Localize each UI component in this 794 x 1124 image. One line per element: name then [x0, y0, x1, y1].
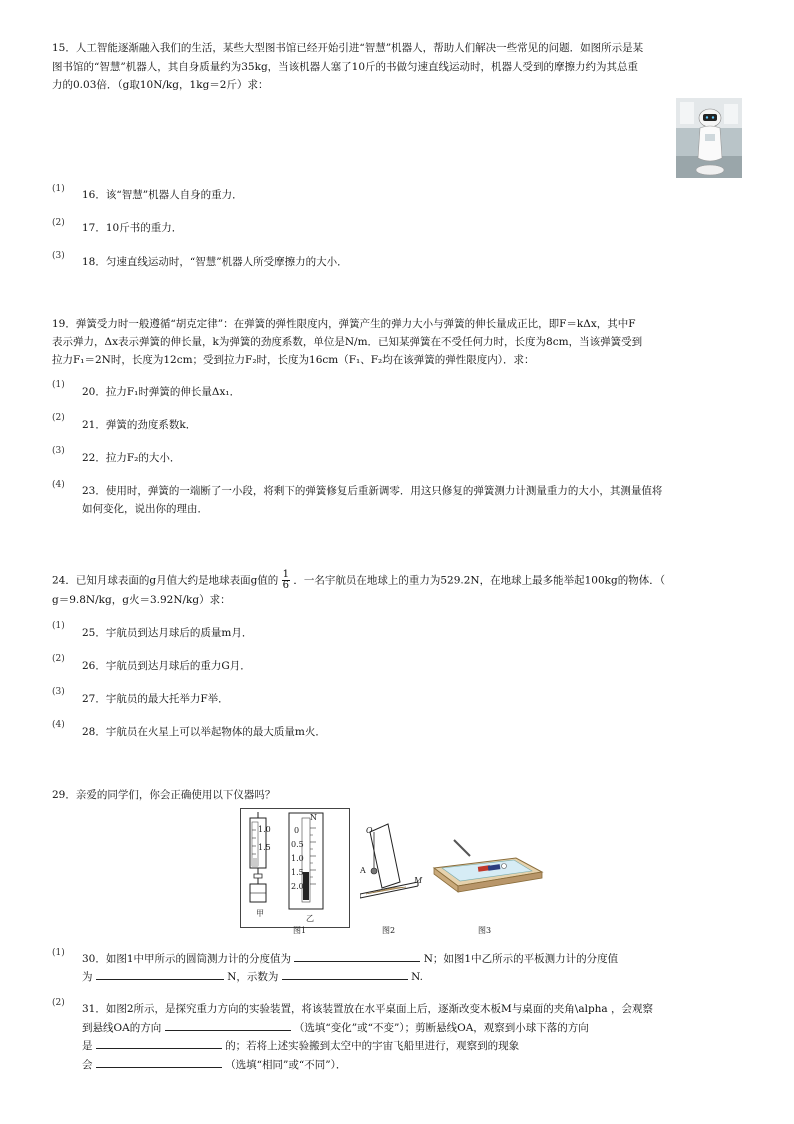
- answer-blank-6[interactable]: [96, 1057, 222, 1068]
- q24-sub4-number: (4): [52, 720, 65, 730]
- q29-sub2-text-g: （选填“相同”或“不同”）．: [225, 1059, 347, 1071]
- q29-sub1-text-e: N.: [411, 971, 423, 983]
- q19-sub3-text: 22．拉力F₂的大小．: [82, 452, 181, 464]
- q15-sub1-number: (1): [52, 184, 65, 194]
- q29-sub1-line1: [82, 951, 618, 966]
- q29-sub1-line2: [82, 969, 423, 984]
- answer-blank-2[interactable]: [96, 969, 224, 980]
- q29-sub2-text-b: 到悬线OA的方向: [82, 1022, 162, 1034]
- figure1-frame: [240, 808, 350, 928]
- q24-sub3-number: (3): [52, 687, 65, 697]
- answer-blank-4[interactable]: [165, 1020, 291, 1031]
- q19-sub3-number: (3): [52, 446, 65, 456]
- q19-sub1-text: 20．拉力F₁时弹簧的伸长量Δx₁．: [82, 386, 241, 398]
- q29-sub2-number: (2): [52, 998, 65, 1008]
- fraction-numerator: 1: [282, 569, 290, 580]
- q29-sub2-line2: [82, 1020, 589, 1035]
- q15-sub2-text: 17．10斤书的重力．: [82, 222, 183, 234]
- scale-b-label-20: 2.0: [291, 882, 304, 891]
- q29-sub1-text-a: 30．如图1中甲所示的圆筒测力计的分度值为: [82, 953, 292, 965]
- q29-sub1-text-c: 为: [82, 971, 93, 983]
- q15-sub2-number: (2): [52, 218, 65, 228]
- q24-line1-end: ．一名宇航员在地球上的重力为529.2N，在地球上最多能举起100kg的物体．（: [293, 574, 665, 587]
- water-tray-figure: [432, 838, 544, 898]
- q19-sub1-number: (1): [52, 380, 65, 390]
- point-a-label: A: [360, 866, 366, 875]
- q29-sub2-line4: [82, 1057, 346, 1072]
- figure3-caption: 图3: [478, 926, 492, 935]
- q24-sub4-text: 28．宇航员在火星上可以举起物体的最大质量m火．: [82, 726, 326, 738]
- q19-sub4-text: 23．使用时，弹簧的一端断了一小段，将剩下的弹簧修复后重新调零．用这只修复的弹簧测力计测量重力的大小，其测量值将: [82, 485, 663, 497]
- q19-sub4-text-line2: 如何变化，说出你的理由．: [82, 503, 208, 515]
- q15-line2: 图书馆的“智慧”机器人，其自身质量约为35kg，当该机器人塞了10斤的书做匀速直线运动时，机器人受到的摩擦力约为其总重: [52, 61, 639, 73]
- answer-blank-1[interactable]: [294, 951, 420, 962]
- q15-sub3-text: 18．匀速直线运动时，“智慧”机器人所受摩擦力的大小．: [82, 256, 348, 268]
- q19-sub2-number: (2): [52, 413, 65, 423]
- board-m-label: M: [414, 876, 423, 885]
- q19-line1: 19．弹簧受力时一般遵循“胡克定律”：在弹簧的弹性限度内，弹簧产生的弹力大小与弹簧的伸长量成正比，即F＝kΔx，其中F: [52, 318, 636, 330]
- robot-photo: [676, 98, 742, 178]
- q24-line1: [52, 570, 746, 591]
- scale-b-label-05: 0.5: [291, 840, 304, 849]
- q29-line1: 29．亲爱的同学们，你会正确使用以下仪器吗？: [52, 789, 276, 801]
- fraction-denominator: 6: [282, 580, 290, 591]
- point-o-label: O: [366, 826, 373, 835]
- q19-sub4-number: (4): [52, 480, 65, 490]
- q29-sub2-text-f: 会: [82, 1059, 93, 1071]
- answer-blank-5[interactable]: [96, 1038, 222, 1049]
- q24-sub2-text: 26．宇航员到达月球后的重力G月．: [82, 660, 251, 672]
- q29-sub2-line1: 31．如图2所示，是探究重力方向的实验装置，将该装置放在水平桌面上后，逐渐改变木板M与桌面的夹角\alpha ，会观察: [82, 1003, 654, 1015]
- q24-fraction: [282, 570, 290, 591]
- figure-label-jia: 甲: [256, 909, 264, 918]
- q19-line2: 表示弹力，Δx表示弹簧的伸长量，k为弹簧的劲度系数，单位是N/m．已知某弹簧在不受任何力时，长度为8cm，当该弹簧受到: [52, 336, 643, 348]
- q29-sub2-text-e: 的；若将上述实验搬到太空中的宇宙飞船里进行，观察到的现象: [225, 1040, 520, 1052]
- q15-sub1-text: 16．该“智慧”机器人自身的重力．: [82, 189, 243, 201]
- scale-b-label-15: 1.5: [291, 868, 304, 877]
- q15-sub3-number: (3): [52, 251, 65, 261]
- scale-b-label-10: 1.0: [291, 854, 304, 863]
- scale-b-label-0: 0: [294, 826, 300, 835]
- q24-sub1-text: 25．宇航员到达月球后的质量m月．: [82, 627, 253, 639]
- q24-sub1-number: (1): [52, 621, 65, 631]
- answer-blank-3[interactable]: [282, 969, 408, 980]
- q24-line1-start: 24．已知月球表面的g月值大约是地球表面g值的: [52, 574, 279, 587]
- q29-sub1-text-d: N，示数为: [227, 971, 279, 983]
- figure2-caption: 图2: [382, 926, 396, 935]
- scale-b-unit: N: [310, 813, 317, 822]
- q24-line2: g＝9.8N/kg，g火＝3.92N/kg）求：: [52, 594, 231, 606]
- figure1-caption: 图1: [293, 926, 307, 935]
- q24-sub2-number: (2): [52, 654, 65, 664]
- q24-sub3-text: 27．宇航员的最大托举力F举．: [82, 693, 229, 705]
- scale-a-label-1: 1.0: [258, 825, 271, 834]
- figure-label-yi: 乙: [306, 914, 314, 923]
- q29-sub1-text-b: N；如图1中乙所示的平板测力计的分度值: [423, 953, 619, 965]
- q29-sub2-text-c: （选填“变化”或“不变”）；剪断悬线OA，观察到小球下落的方向: [293, 1022, 589, 1034]
- q15-line3: 力的0.03倍．（g取10N/kg，1kg＝2斤）求：: [52, 79, 269, 91]
- q19-sub2-text: 21．弹簧的劲度系数k．: [82, 419, 197, 431]
- q29-sub2-line3: [82, 1038, 519, 1053]
- q29-sub1-number: (1): [52, 948, 65, 958]
- scale-a-label-2: 1.5: [258, 843, 271, 852]
- q29-sub2-text-d: 是: [82, 1040, 93, 1052]
- q15-line1: 15．人工智能逐渐融入我们的生活，某些大型图书馆已经开始引进“智慧”机器人，帮助人们解决一些常见的问题．如图所示是某: [52, 42, 644, 54]
- q19-line3: 拉力F₁＝2N时，长度为12cm；受到拉力F₂时，长度为16cm（F₁、F₂均在该弹簧的弹性限度内）．求：: [52, 354, 535, 366]
